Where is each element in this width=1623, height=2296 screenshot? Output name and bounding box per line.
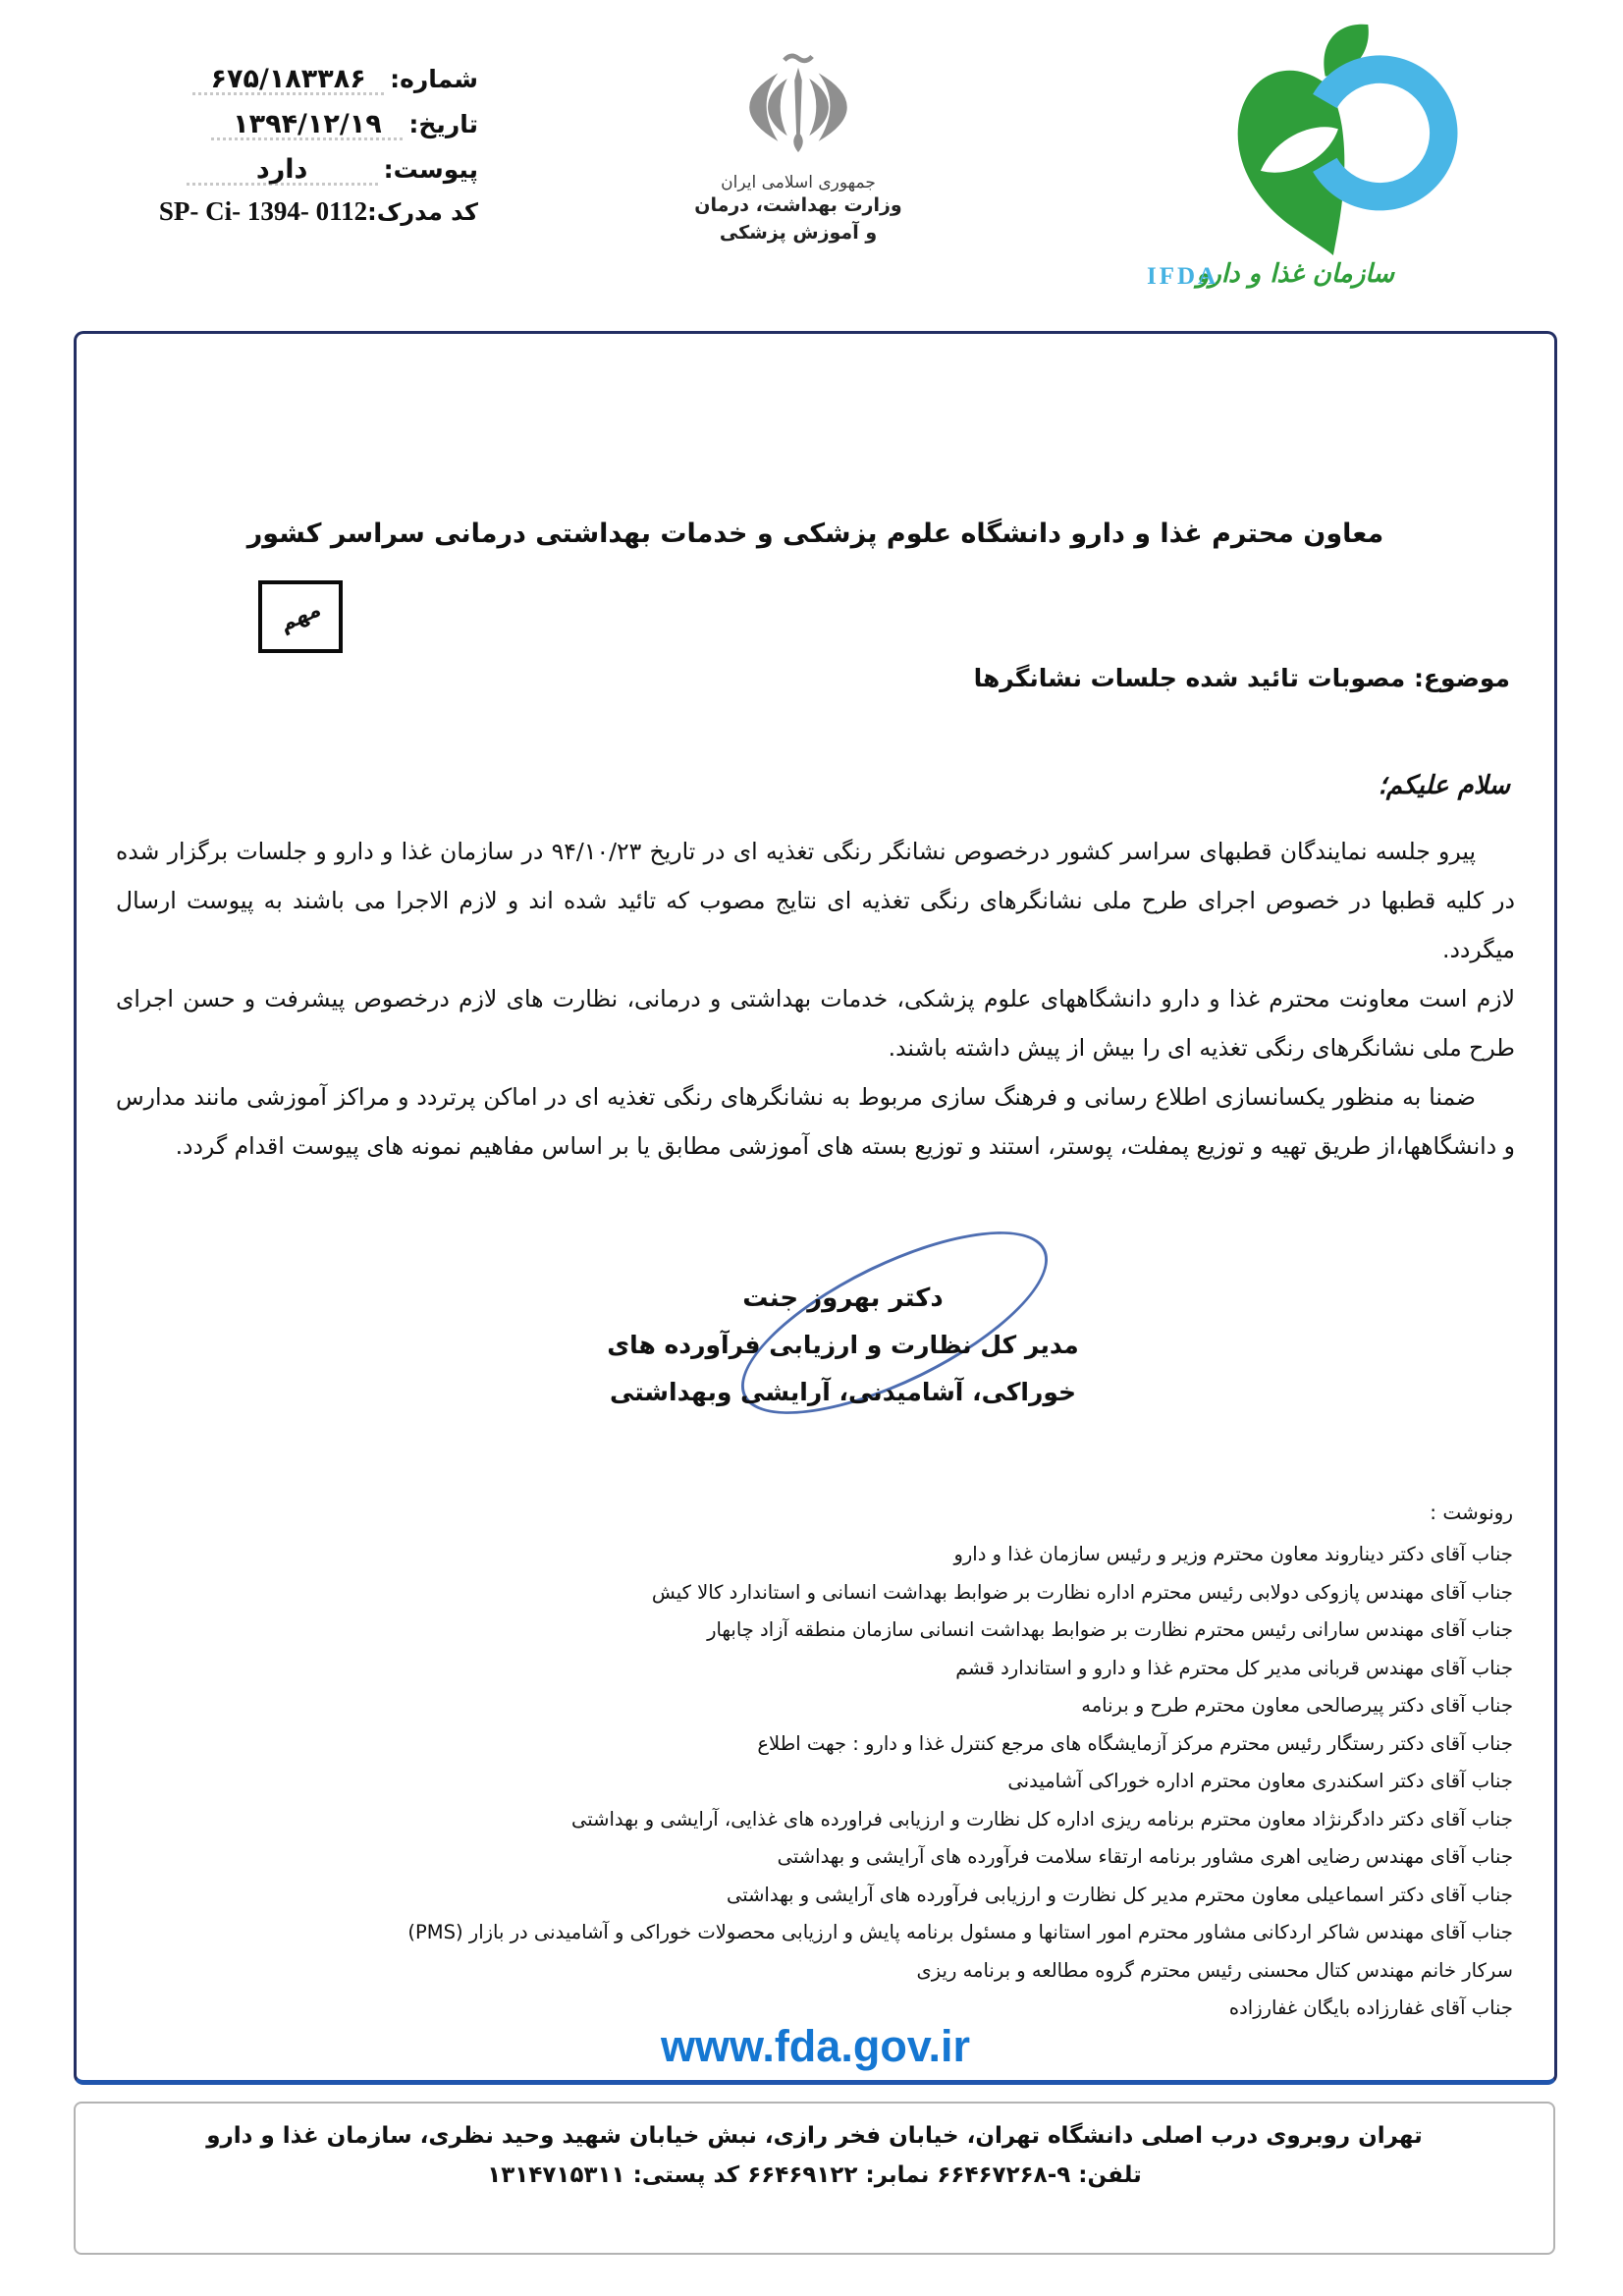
cc-list-item: جناب آقای دکتر رستگار رئیس محترم مرکز آزمایشگاه های مرجع کنترل غذا و دارو : جهت اطلاع	[757, 1731, 1513, 1755]
cc-list-item: جناب آقای دکتر اسکندری معاون محترم اداره خوراکی آشامیدنی	[1007, 1770, 1513, 1792]
signature-block	[595, 1275, 1091, 1416]
body-paragraph: ضمنا به منظور یکسانسازی اطلاع رسانی و فرهنگ سازی مربوط به نشانگرهای رنگی تغذیه ای در اماکن پرتردد و مراکز آموزشی مانند مدارس و دانشگاهها،از طریق تهیه و توزیع پمفلت، پوستر، استند و توزیع بسته های آموزشی مطابق یا بر اساس مفاهیم نمونه های پیوست اقدام گردد.	[116, 1083, 1515, 1160]
cc-list-item: سرکار خانم مهندس کتال محسنی رئیس محترم گروه مطالعه و برنامه ریزی	[916, 1958, 1513, 1982]
subject-line: موضوع: مصوبات تائید شده جلسات نشانگرها	[973, 664, 1510, 692]
ministry-country-line: جمهوری اسلامی ایران	[721, 173, 876, 192]
signer-name: دکتر بهروز جنت	[742, 1284, 944, 1313]
meta-row-number	[90, 61, 478, 95]
cc-list-item: جناب آقای غفارزاده بایگان غفارزاده	[1228, 1996, 1513, 2019]
footer-address: تهران روبروی درب اصلی دانشگاه تهران، خیابان فخر رازی، نبش خیابان شهید وحید نظری، سازمان غذا و دارو	[206, 2123, 1423, 2149]
meta-row-doc-code	[90, 196, 478, 227]
attachment-dotted-line	[187, 151, 378, 186]
cc-list-item: جناب آقای دکتر پیرصالحی معاون محترم طرح و برنامه	[1081, 1694, 1513, 1717]
ifda-apple-icon	[1227, 22, 1463, 255]
important-stamp-text: مهم	[276, 597, 325, 636]
date-label: تاریخ:	[408, 109, 478, 138]
meta-row-attachment	[90, 151, 478, 186]
cc-list-item: جناب آقای دکتر اسماعیلی معاون محترم مدیر کل نظارت و ارزیابی فرآورده های آرایشی و بهداشتی	[726, 1883, 1513, 1906]
body-paragraph: پیرو جلسه نمایندگان قطبهای سراسر کشور درخصوص نشانگر رنگی تغذیه ای در تاریخ ۹۴/۱۰/۲۳ در سازمان غذا و دارو و جلسات برگزار شده در کلیه قطبها در خصوص اجرای طرح ملی نشانگرهای رنگی تغذیه ای نتایج مصوب که تائید شده اند و لازم الاجرا می باشند به پیوست ارسال میگردد.	[116, 838, 1515, 963]
letter-frame	[74, 331, 1557, 2085]
date-value: ۱۳۹۴/۱۲/۱۹	[233, 109, 382, 139]
attachment-value: دارد	[255, 154, 308, 185]
meta-row-date	[90, 106, 478, 140]
important-stamp	[258, 580, 343, 653]
ifda-acronym: IFDA	[1147, 263, 1219, 290]
signer-role-line1: مدیر کل نظارت و ارزیابی فرآورده های	[607, 1331, 1079, 1359]
recipient-title: معاون محترم غذا و دارو دانشگاه علوم پزشکی و خدمات بهداشتی درمانی سراسر کشور	[246, 519, 1384, 549]
ministry-name-line2: و آموزش پزشکی	[719, 221, 878, 244]
cc-list-item: جناب آقای مهندس قربانی مدیر کل محترم غذا و دارو و استاندارد قشم	[955, 1656, 1513, 1679]
cc-list-item: جناب آقای مهندس شاکر اردکانی مشاور محترم امور استانها و مسئول برنامه پایش و ارزیابی محصولات خوراکی و آشامیدنی در بازار (PMS)	[407, 1921, 1513, 1943]
salutation: سلام علیکم؛	[1378, 771, 1510, 800]
doc-code-value: SP- Ci- 1394- 0112	[158, 196, 368, 226]
footer-address-box	[74, 2102, 1555, 2255]
ifda-org-name: سازمان غذا و دارو	[1196, 259, 1394, 289]
cc-list-item: جناب آقای مهندس سارانی رئیس محترم نظارت بر ضوابط بهداشت انسانی سازمان منطقه آزاد چابهار	[707, 1618, 1513, 1641]
ministry-name-line1: وزارت بهداشت، درمان	[694, 194, 902, 216]
cc-list-item: جناب آقای دکتر دیناروند معاون محترم وزیر و رئیس سازمان غذا و دارو	[953, 1543, 1513, 1565]
footer-contact: تلفن: ۹-۶۶۴۶۷۲۶۸ نمابر: ۶۶۴۶۹۱۲۲ کد پستی: ۱۳۱۴۷۱۵۳۱۱	[487, 2162, 1142, 2188]
letter-body	[116, 827, 1515, 1171]
cc-label: رونوشت :	[1430, 1501, 1513, 1524]
iran-emblem-icon	[744, 49, 852, 169]
cc-list	[118, 1536, 1513, 2028]
ministry-block	[676, 49, 921, 246]
attachment-label: پیوست:	[383, 154, 478, 184]
signer-role-line2: خوراکی، آشامیدنی، آرایشی وبهداشتی	[609, 1378, 1077, 1406]
document-meta	[90, 61, 478, 227]
number-value: ۶۷۵/۱۸۳۳۸۶	[210, 64, 366, 94]
cc-list-item: جناب آقای مهندس رضایی اهری مشاور برنامه ارتقاء سلامت فرآورده های آرایشی و بهداشتی	[777, 1845, 1513, 1868]
ifda-logo	[1129, 22, 1512, 301]
date-dotted-line	[211, 106, 403, 140]
website-link[interactable]: www.fda.gov.ir	[660, 2021, 971, 2071]
body-paragraph: لازم است معاونت محترم غذا و دارو دانشگاههای علوم پزشکی، خدمات بهداشتی و درمانی، نظارت های لازم درخصوص پیشرفت و حسن اجرای طرح ملی نشانگرهای رنگی تغذیه ای را بیش از پیش داشته باشند.	[116, 985, 1515, 1062]
cc-list-item: جناب آقای مهندس پازوکی دولابی رئیس محترم اداره نظارت بر ضوابط بهداشت انسانی و استاندارد کالا کیش	[651, 1580, 1513, 1604]
number-label: شماره:	[390, 64, 478, 93]
cc-list-item: جناب آقای دکتر دادگرنژاد معاون محترم برنامه ریزی اداره کل نظارت و ارزیابی فراورده های غذایی، آرایشی و بهداشتی	[571, 1807, 1513, 1831]
number-dotted-line	[192, 61, 384, 95]
doc-code-label: کد مدرک:	[367, 198, 478, 226]
